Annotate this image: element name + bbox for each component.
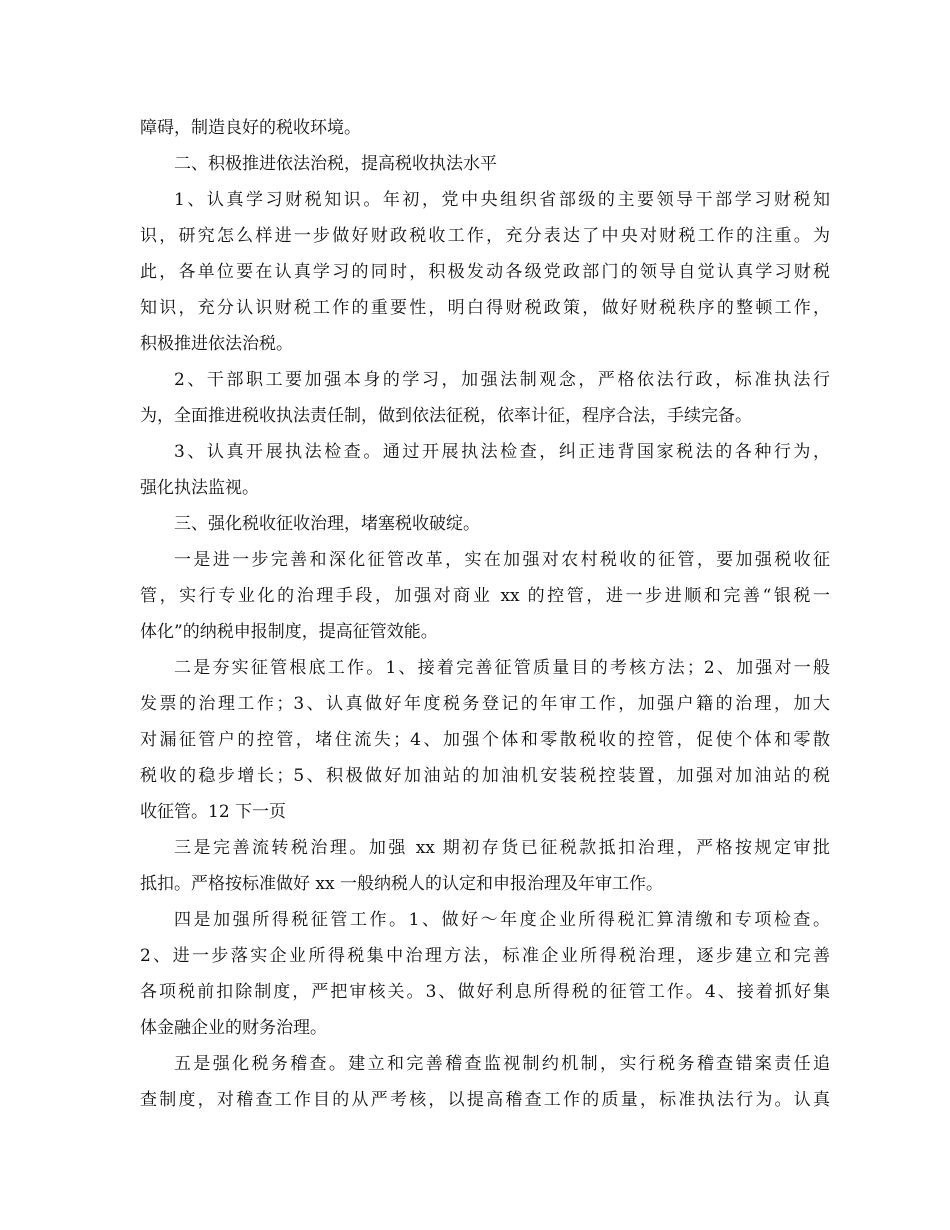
text-line: 对漏征管户的控管，堵住流失；4、加强个体和零散税收的控管，促使个体和零散	[140, 730, 830, 750]
text-line: 查制度，对稽查工作目的从严考核，以提高稽查工作的质量，标准执法行为。认真	[140, 1090, 830, 1110]
text-line: 3、认真开展执法检查。通过开展执法检查，纠正违背国家税法的各种行为，	[174, 442, 830, 462]
text-line: 抵扣。严格按标准做好 xx 一般纳税人的认定和申报治理及年审工作。	[140, 874, 663, 894]
text-line: 四是加强所得税征管工作。1、做好～年度企业所得税汇算清缴和专项检查。	[174, 910, 830, 930]
text-line: 收征管。12 下一页	[140, 802, 287, 822]
text-line: 一是进一步完善和深化征管改革，实在加强对农村税收的征管，要加强税收征	[174, 550, 830, 570]
text-line: 各项税前扣除制度，严把审核关。3、做好利息所得税的征管工作。4、接着抓好集	[140, 982, 830, 1002]
text-line: 积极推进依法治税。	[140, 334, 293, 354]
text-line: 发票的治理工作；3、认真做好年度税务登记的年审工作，加强户籍的治理，加大	[140, 694, 830, 714]
body-text	[140, 110, 830, 1118]
text-line: 三、强化税收征收治理，堵塞税收破绽。	[174, 514, 480, 534]
text-line: 此，各单位要在认真学习的同时，积极发动各级党政部门的领导自觉认真学习财税	[140, 262, 830, 282]
text-line: 体化”的纳税申报制度，提高征管效能。	[140, 622, 438, 642]
text-line: 强化执法监视。	[140, 478, 259, 498]
text-line: 三是完善流转税治理。加强 xx 期初存货已征税款抵扣治理，严格按规定审批	[174, 838, 830, 858]
text-line: 二、积极推进依法治税，提高税收执法水平	[174, 154, 497, 174]
text-line: 管，实行专业化的治理手段，加强对商业 xx 的控管，进一步进顺和完善“银税一	[140, 586, 830, 606]
text-line: 二是夯实征管根底工作。1、接着完善征管质量目的考核方法；2、加强对一般	[174, 658, 830, 678]
text-line: 障碍，制造良好的税收环境。	[140, 118, 361, 138]
text-line: 1、认真学习财税知识。年初，党中央组织省部级的主要领导干部学习财税知	[174, 190, 830, 210]
text-line: 2、干部职工要加强本身的学习，加强法制观念，严格依法行政，标准执法行	[174, 370, 830, 390]
text-line: 为，全面推进税收执法责任制，做到依法征税，依率计征，程序合法，手续完备。	[140, 406, 752, 426]
text-line: 体金融企业的财务治理。	[140, 1018, 327, 1038]
text-line: 2、进一步落实企业所得税集中治理方法，标准企业所得税治理，逐步建立和完善	[140, 946, 830, 966]
text-line: 税收的稳步增长；5、积极做好加油站的加油机安装税控装置，加强对加油站的税	[140, 766, 830, 786]
text-line: 知识，充分认识财税工作的重要性，明白得财税政策，做好财税秩序的整顿工作，	[140, 298, 830, 318]
text-line: 五是强化税务稽查。建立和完善稽查监视制约机制，实行税务稽查错案责任追	[174, 1054, 830, 1074]
text-line: 识，研究怎么样进一步做好财政税收工作，充分表达了中央对财税工作的注重。为	[140, 226, 830, 246]
